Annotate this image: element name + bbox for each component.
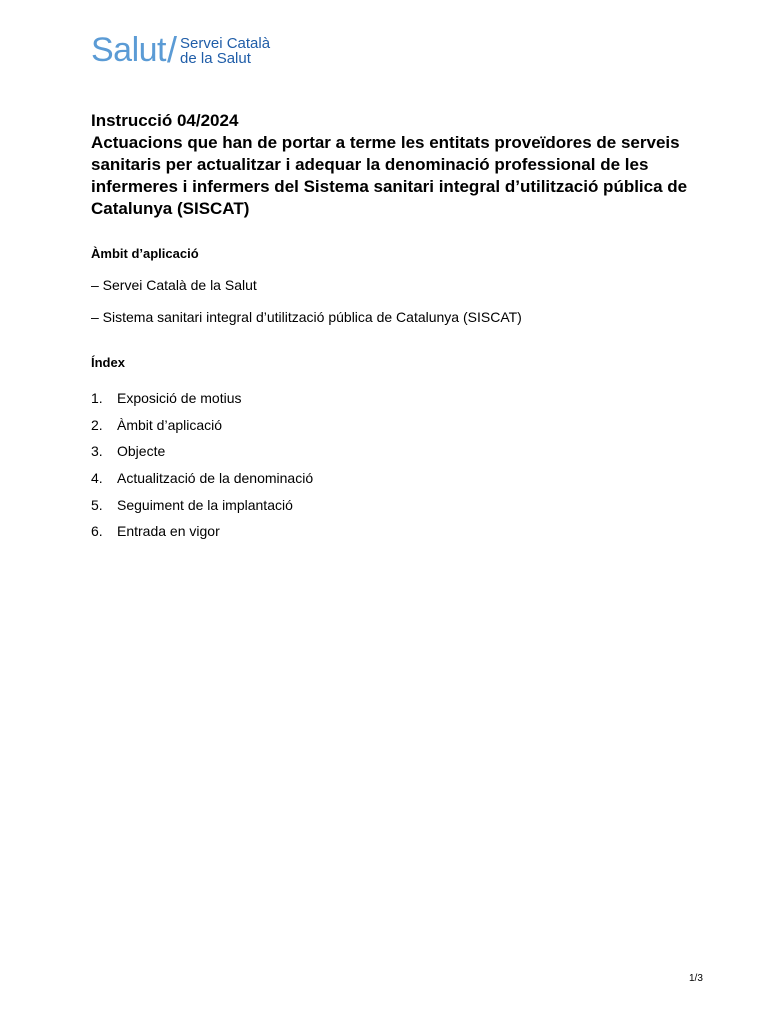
index-item (91, 412, 313, 439)
scope-item: – Servei Català de la Salut (91, 277, 257, 293)
scope-heading: Àmbit d’aplicació (91, 246, 199, 261)
index-number: 5. (91, 496, 103, 513)
index-number: 4. (91, 470, 103, 487)
index-number: 6. (91, 523, 103, 540)
index-label: Entrada en vigor (117, 523, 220, 540)
index-number: 3. (91, 443, 103, 460)
index-list (91, 385, 313, 545)
logo-subtitle (180, 36, 270, 66)
document-title (91, 110, 711, 220)
index-number: 1. (91, 390, 103, 407)
index-number: 2. (91, 416, 103, 433)
scope-item: – Sistema sanitari integral d’utilització pública de Catalunya (SISCAT) (91, 309, 522, 325)
index-label: Exposició de motius (117, 390, 242, 407)
salut-logo (91, 30, 270, 70)
logo-subtitle-line1: Servei Català (180, 35, 271, 52)
index-item (91, 518, 313, 545)
index-label: Àmbit d’aplicació (117, 416, 223, 433)
index-item (91, 491, 313, 518)
index-item (91, 465, 313, 492)
logo-subtitle-line2: de la Salut (180, 50, 251, 67)
index-label: Actualització de la denominació (117, 470, 314, 487)
index-heading: Índex (91, 355, 125, 370)
index-label: Objecte (117, 443, 166, 460)
index-item (91, 438, 313, 465)
index-item (91, 385, 313, 412)
instruction-title: Actuacions que han de portar a terme les entitats proveïdores de serveis sanitaris per actualitzar i adequar la denominació professional de les infermeres i infermers del Sistema sanitari integral d’utilització pública de Catalunya (SISCAT) (91, 133, 688, 218)
logo-wordmark: Salut (91, 31, 166, 69)
page-number: 1/3 (689, 973, 703, 984)
logo-slash: / (167, 29, 178, 70)
index-label: Seguiment de la implantació (117, 496, 293, 513)
instruction-number: Instrucció 04/2024 (91, 111, 239, 130)
